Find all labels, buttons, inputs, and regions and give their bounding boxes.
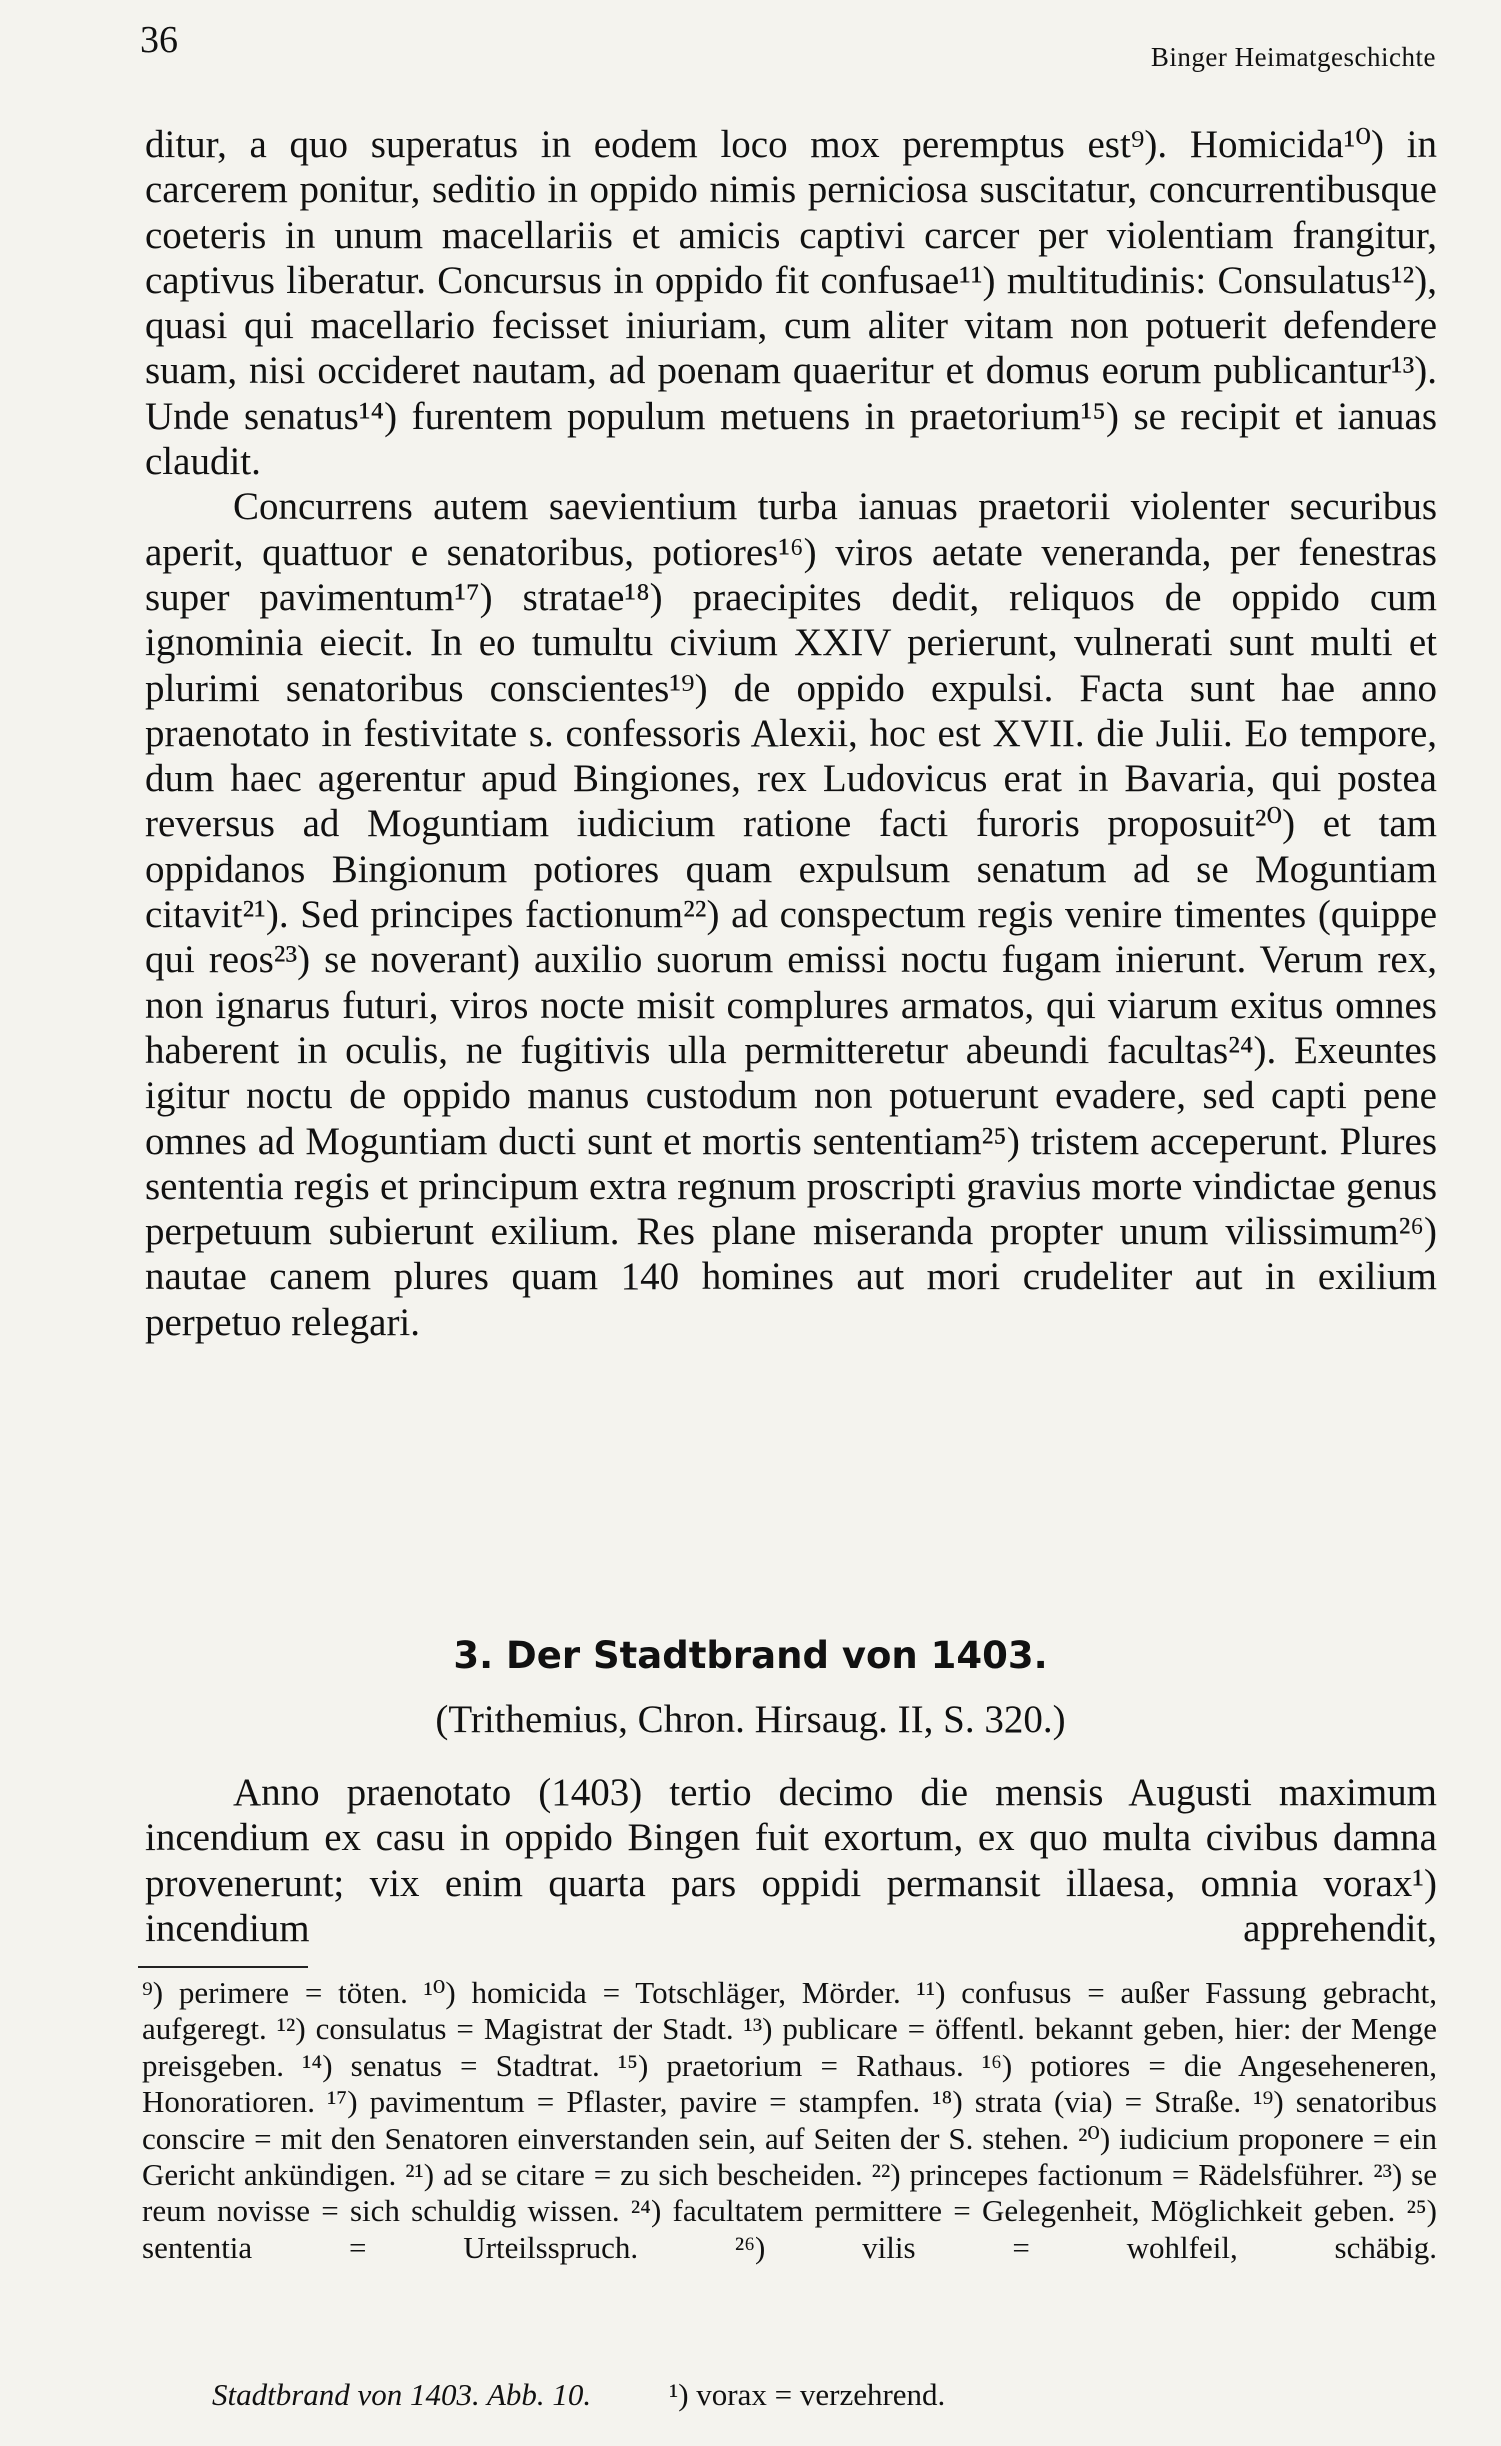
caption-line xyxy=(142,2377,1437,2413)
paragraph-two: Concurrens autem saevientium turba ianuas praetorii violenter securibus aperit, quattuor e senatoribus, potiores¹⁶) viros aetate veneranda, per fenestras super pavimentum¹⁷) stratae¹⁸) praecipites dedit, reliquos de oppido cum ignominia eiecit. In eo tumultu civium XXIV perierunt, vulnerati sunt multi et plurimi senatoribus conscientes¹⁹) de oppido expulsi. Facta sunt hae anno praenotato in festivitate s. confessoris Alexii, hoc est XVII. die Julii. Eo tempore, dum haec agerentur apud Bingiones, rex Ludovicus erat in Bavaria, qui postea reversus ad Moguntiam iudicium ratione facti furoris proposuit²⁰) et tam oppidanos Bingionum potiores quam expulsum senatum ad se Moguntiam citavit²¹). Sed principes factionum²²) ad conspectum regis venire timentes (quippe qui reos²³) se noverant) auxilio suorum emissi noctu fugam inierunt. Verum rex, non ignarus futuri, viros nocte misit complures armatos, qui viarum exitus omnes haberent in oculis, ne fugitivis ulla permitteretur abeundi facultas²⁴). Exeuntes igitur noctu de oppido manus custodum non potuerunt evadere, sed capti pene omnes ad Moguntiam ducti sunt et mortis sententiam²⁵) tristem acceperunt. Plures sententia regis et principum extra regnum proscripti gravius morte vindictae genus perpetuum subierunt exilium. Res plane miseranda propter unum vilissimum²⁶) nautae canem plures quam 140 homines aut mori crudeliter aut in exilium perpetuo relegari. xyxy=(145,485,1437,1344)
figure-caption: Stadtbrand von 1403. Abb. 10. xyxy=(212,2377,592,2412)
footnote-vorax: ¹) vorax = verzehrend. xyxy=(668,2377,946,2412)
body-text-lower xyxy=(145,1770,1437,1951)
footnote-rule xyxy=(138,1966,308,1968)
running-title: Binger Heimatgeschichte xyxy=(1150,42,1436,72)
paragraph-one: ditur, a quo superatus in eodem loco mox peremptus est⁹). Homicida¹⁰) in carcerem ponitur, seditio in oppido nimis perniciosa suscitatur, concurrentibusque coeteris in unum macellariis et amicis captivi carcer per violentiam frangitur, captivus liberatur. Concursus in oppido fit confusae¹¹) multitudinis: Consulatus¹²), quasi qui macellario fecisset iniuriam, cum aliter vitam non potuerit defendere suam, nisi occideret nautam, ad poenam quaeritur et domus eorum publicantur¹³). Unde senatus¹⁴) furentem populum metuens in praetorium¹⁵) se recipit et ianuas claudit. xyxy=(145,123,1437,484)
body-text-upper xyxy=(145,122,1437,1345)
section-heading: 3. Der Stadtbrand von 1403. xyxy=(453,1634,1048,1677)
page-number: 36 xyxy=(140,19,178,61)
footnotes xyxy=(142,1975,1437,2266)
section-source: (Trithemius, Chron. Hirsaug. II, S. 320.) xyxy=(435,1698,1066,1741)
paragraph-three: Anno praenotato (1403) tertio decimo die mensis Augusti maximum incendium ex casu in oppido Bingen fuit exortum, ex quo multa civibus damna provenerunt; vix enim quarta pars oppidi permansit illaesa, omnia vorax¹) incendium apprehendit, xyxy=(145,1771,1437,1950)
footnote-text: ⁹) perimere = töten. ¹⁰) homicida = Totschläger, Mörder. ¹¹) confusus = außer Fassung gebracht, aufgeregt. ¹²) consulatus = Magistrat der Stadt. ¹³) publicare = öffentl. bekannt geben, hier: der Menge preisgeben. ¹⁴) senatus = Stadtrat. ¹⁵) praetorium = Rathaus. ¹⁶) potiores = die Angeseheneren, Honoratioren. ¹⁷) pavimentum = Pflaster, pavire = stampfen. ¹⁸) strata (via) = Straße. ¹⁹) senatoribus conscire = mit den Senatoren einverstanden sein, auf Seiten der S. stehen. ²⁰) iudicium proponere = ein Gericht ankündigen. ²¹) ad se citare = zu sich bescheiden. ²²) princepes factionum = Rädelsführer. ²³) se reum novisse = sich schuldig wissen. ²⁴) facultatem permittere = Gelegenheit, Möglichkeit geben. ²⁵) sententia = Urteilsspruch. ²⁶) vilis = wohlfeil, schäbig. xyxy=(142,1975,1437,2265)
